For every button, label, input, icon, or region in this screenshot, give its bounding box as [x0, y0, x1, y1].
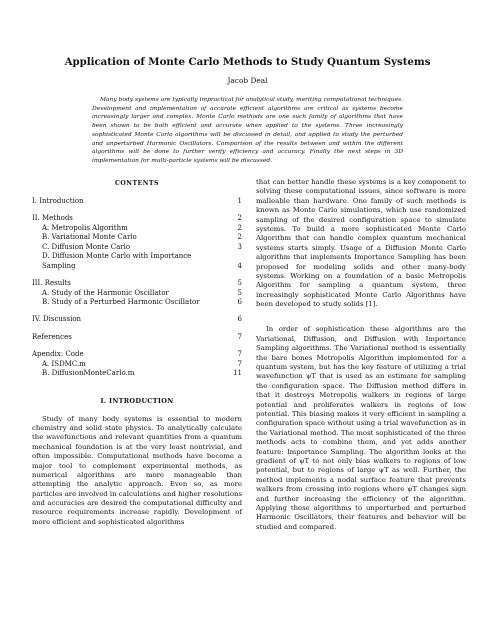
toc-entry[interactable]	[32, 214, 242, 223]
toc-entry-page: 3	[237, 242, 242, 251]
toc-entry-page: 5	[237, 288, 242, 297]
toc-entry[interactable]	[32, 315, 242, 324]
toc-entry-page: 4	[237, 261, 242, 270]
toc-entry[interactable]	[32, 252, 242, 271]
toc-entry-title: IV. Discussion	[32, 315, 82, 324]
toc-entry[interactable]	[32, 350, 242, 359]
toc-entry[interactable]	[32, 279, 242, 288]
section-heading-introduction: I. INTRODUCTION	[100, 396, 174, 405]
toc-entry[interactable]	[32, 233, 242, 242]
toc-heading: CONTENTS	[114, 180, 160, 187]
paper-title: Application of Monte Carlo Methods to Study Quantum Systems	[64, 56, 431, 68]
toc-entry-title: B. DiffusionMonteCarlo.m	[42, 369, 135, 378]
toc-entry[interactable]	[32, 298, 242, 307]
toc-entry-title: B. Study of a Perturbed Harmonic Oscillator	[42, 297, 200, 306]
toc-entry[interactable]	[32, 243, 242, 252]
toc-entry-page: 7	[237, 359, 242, 368]
toc-entry-title: A. Study of the Harmonic Oscillator	[42, 288, 169, 297]
toc-entry[interactable]	[32, 197, 242, 206]
toc-entry-title: III. Results	[32, 279, 71, 288]
toc-entry-page: 6	[237, 297, 242, 306]
toc-entry[interactable]	[32, 360, 242, 369]
toc-entry-title: References	[32, 332, 72, 341]
table-of-contents	[32, 197, 242, 379]
toc-entry[interactable]	[32, 224, 242, 233]
introduction-paragraph: Study of many body systems is essential to modern chemistry and solid state physics. To analytically calculate the wavefunctions and relevant quantities from a quantum mechanical foundation is at the very least nontrivial, and often impossible. Computational methods have become a major tool to complement experimental methods, as numerical algorithms are more manageable than attempting the analytic approach. Even so, as more particles are involved in calculations and higher resolutions and accuracies are desired the computational difficulty and resource requirements increase rapidly. Development of more efficient and sophisticated algorithms	[32, 414, 242, 526]
toc-entry-page: 1	[237, 197, 242, 205]
toc-entry-title: C. Diffusion Monte Carlo	[42, 242, 131, 251]
toc-entry-title: D. Diffusion Monte Carlo with Importance Sampling	[42, 252, 192, 270]
paragraph-gap	[256, 309, 466, 325]
author-name: Jacob Deal	[227, 76, 268, 85]
toc-entry[interactable]	[32, 369, 242, 378]
introduction-continued-paragraph: that can better handle these systems is a key component to solving these computational issues, since software is more malleable than hardware. One family of such methods is known as Monte Carlo simulations, which use randomized sampling of the desired configuration space to simulate systems. To build a more sophisticated Monte Carlo Algorithm that can handle complex quantum mechanical systems starts simply. Usage of a Diffusion Monte Carlo algorithm that implements Importance Sampling has been proposed for modeling solids and other many-body systems. Working on a foundation of a basic Metropolis Algorithm for sampling a quantum system, three increasingly sophisticated Monte Carlo Algorithms have been developed to study solids [1].	[256, 178, 466, 309]
toc-entry-page: 2	[237, 214, 242, 223]
toc-entry-title: A. ISDMC.m	[42, 359, 86, 368]
toc-entry-title: A. Metropolis Algorithm	[42, 223, 128, 232]
toc-entry-page: 7	[237, 350, 242, 359]
toc-entry-title: I. Introduction	[32, 197, 84, 205]
toc-entry-page: 2	[237, 223, 242, 232]
left-column	[32, 178, 242, 527]
toc-entry-title: B. Variational Monte Carlo	[42, 233, 137, 242]
algorithms-paragraph: In order of sophistication these algorithms are the Variational, Diffusion, and Diffusion with Importance Sampling algorithms. The Variational method is essentially the bare bones Metropolis Algorithm implemented for a quantum system, but has the key feature of utilizing a trial wavefunction ψT that is used as an estimate for sampling the configuration space. The Diffusion method differs in that it destroys Metropolis walkers in regions of large potential and proliferates walkers in regions of low potential. This biasing makes it very efficient in sampling a configuration space without using a trial wavefunction as in the Variational method. The most sophisticated of the three methods acts to combine them, and yet adds another feature: Importance Sampling. The algorithm looks at the gradient of ψT to not only bias walkers to regions of low potential, but to regions of large ψT as well. Further, the method implements a nodal surface feature that prevents walkers from crossing into regions where ψT changes sign and further increasing the efficiency of the algorithm. Applying these algorithms to unperturbed and perturbed Harmonic Oscillators, their features and behavior will be studied and compared.	[256, 325, 466, 531]
toc-entry-page: 5	[237, 279, 242, 288]
toc-entry[interactable]	[32, 289, 242, 298]
toc-entry[interactable]	[32, 333, 242, 342]
toc-entry-page: 6	[237, 315, 242, 324]
right-column	[256, 178, 466, 532]
toc-entry-page: 11	[233, 369, 242, 378]
abstract: Many body systems are typically impractical for analytical study, meriting computational techniques. Development and implementation of accurate efficient algorithms are critical as systems become increasingly larger and complex. Monte Carlo methods are one such family of algorithms that have been shown to be both efficient and accurate when applied to the systems. Three increasingly sophisticated Monte Carlo algorithms will be discussed in detail, and applied to study the perturbed and unperturbed Harmonic Oscillators. Comparison of the results between and within the different algorithms will be done to further verify efficiency and accuracy. Finally the next steps in 3D implementation for multi-particle systems will be discussed.	[92, 97, 403, 165]
toc-entry-page: 2	[237, 233, 242, 242]
toc-entry-title: II. Methods	[32, 214, 73, 223]
toc-entry-page: 7	[237, 332, 242, 341]
toc-entry-title: Apendix: Code	[32, 350, 84, 359]
